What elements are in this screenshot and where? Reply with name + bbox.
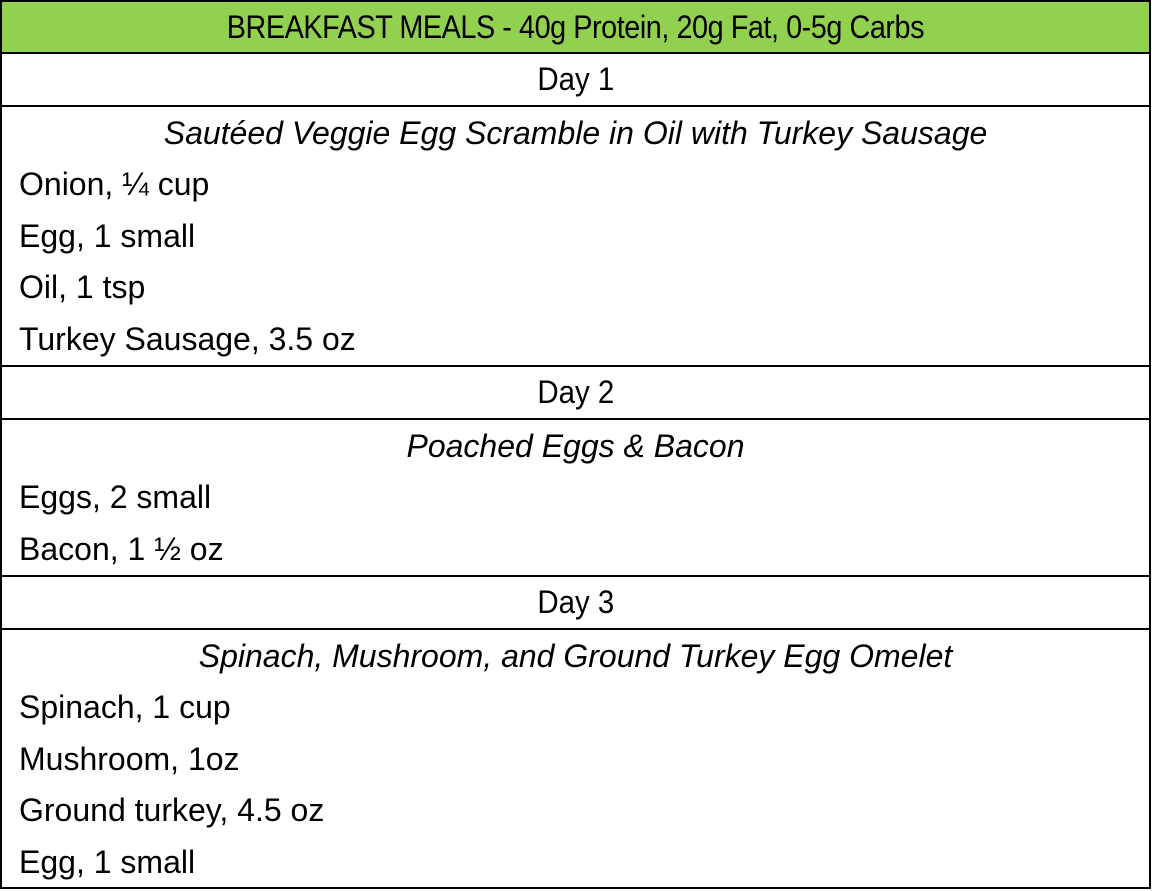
ingredient-item: Spinach, 1 cup <box>19 689 231 726</box>
day-header-1 <box>2 54 1149 107</box>
meal-title: Spinach, Mushroom, and Ground Turkey Egg Omelet <box>198 637 953 674</box>
ingredient-item: Turkey Sausage, 3.5 oz <box>19 320 356 357</box>
ingredient-item: Mushroom, 1oz <box>19 740 240 777</box>
day-header-2 <box>2 367 1149 420</box>
ingredient-item: Egg, 1 small <box>19 843 196 880</box>
ingredient-item: Egg, 1 small <box>19 217 196 254</box>
day-label: Day 2 <box>537 374 614 410</box>
ingredient-item: Ground turkey, 4.5 oz <box>19 792 325 829</box>
table-header <box>2 2 1149 54</box>
meal-section-3 <box>2 630 1149 888</box>
day-label: Day 1 <box>537 61 614 97</box>
ingredient-item: Onion, ¼ cup <box>19 166 210 203</box>
ingredient-item: Oil, 1 tsp <box>19 269 146 306</box>
ingredient-item: Bacon, 1 ½ oz <box>19 530 224 567</box>
meal-title: Sautéed Veggie Egg Scramble in Oil with Turkey Sausage <box>163 114 988 151</box>
meal-title: Poached Eggs & Bacon <box>406 427 745 464</box>
day-header-3 <box>2 577 1149 630</box>
meal-section-2 <box>2 420 1149 577</box>
day-label: Day 3 <box>537 584 614 620</box>
ingredient-item: Eggs, 2 small <box>19 479 212 516</box>
meal-section-1 <box>2 107 1149 367</box>
table-title: BREAKFAST MEALS - 40g Protein, 20g Fat, 0-5g Carbs <box>226 8 925 45</box>
